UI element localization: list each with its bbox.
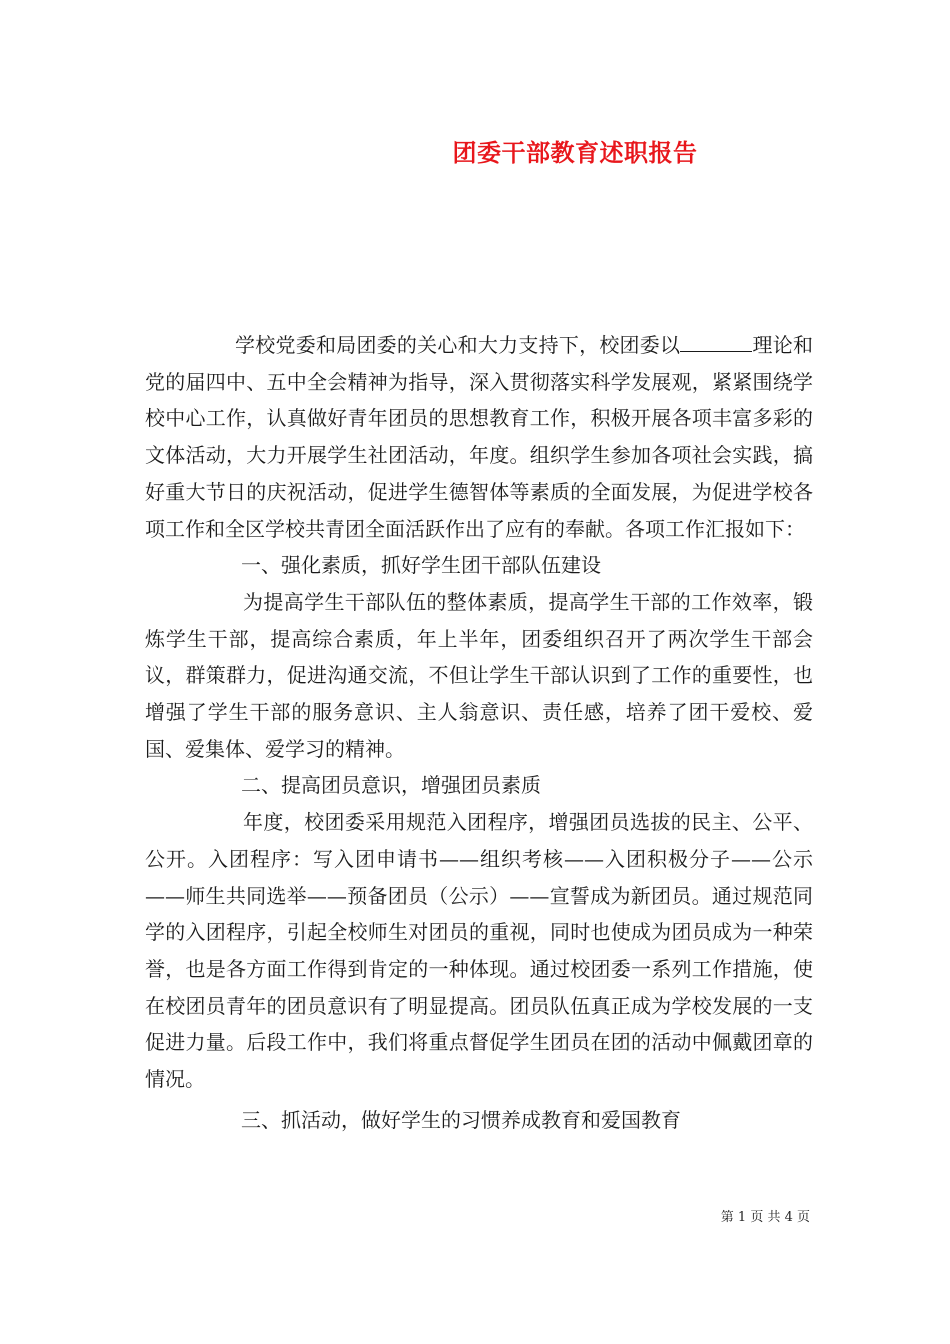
intro-paragraph-rest: 理论和党的届四中、五中全会精神为指导，深入贯彻落实科学发展观，紧紧围绕学校中心工作，认真做好青年团员的思想教育工作，积极开展各项丰富多彩的文体活动，大力开展学生社团活动，年度。组织学生参加各项社会实践，搞好重大节日的庆祝活动，促进学生德智体等素质的全面发展，为促进学校各项工作和全区学校共青团全面活跃作出了应有的奉献。各项工作汇报如下： [145,333,814,541]
section-paragraph-1: 为提高学生干部队伍的整体素质，提高学生干部的工作效率，锻炼学生干部，提高综合素质，年上半年，团委组织召开了两次学生干部会议，群策群力，促进沟通交流，不但让学生干部认识到了工作的重要性，也增强了学生干部的服务意识、主人翁意识、责任感，培养了团干爱校、爱国、爱集体、爱学习的精神。 [145,589,813,761]
document-title-row [0,133,950,168]
document-title: 团委干部教育述职报告 [452,138,698,167]
section-heading-2: 二、提高团员意识，增强团员素质 [241,773,541,798]
page-number-label: 第 1 页 共 4 页 [720,1210,810,1225]
intro-paragraph [145,327,813,547]
intro-paragraph-start: 学校党委和局团委的关心和大力支持下，校团委以 [235,333,681,357]
section-heading-3: 三、抓活动，做好学生的习惯养成教育和爱国教育 [241,1107,681,1132]
document-body [145,327,813,1138]
section-heading-1: 一、强化素质，抓好学生团干部队伍建设 [241,553,601,578]
section-paragraph-2: 年度，校团委采用规范入团程序，增强团员选拔的民主、公平、公开。入团程序：写入团申请书——组织考核——入团积极分子——公示——师生共同选举——预备团员（公示）——宣誓成为新团员。通过规范同学的入团程序，引起全校师生对团员的重视，同时也使成为团员成为一种荣誉，也是各方面工作得到肯定的一种体现。通过校团委一系列工作措施，使在校团员青年的团员意识有了明显提高。团员队伍真正成为学校发展的一支促进力量。后段工作中，我们将重点督促学生团员在团的活动中佩戴团章的情况。 [145,810,813,1092]
page-footer [0,1206,950,1225]
fill-in-blank [680,335,752,352]
